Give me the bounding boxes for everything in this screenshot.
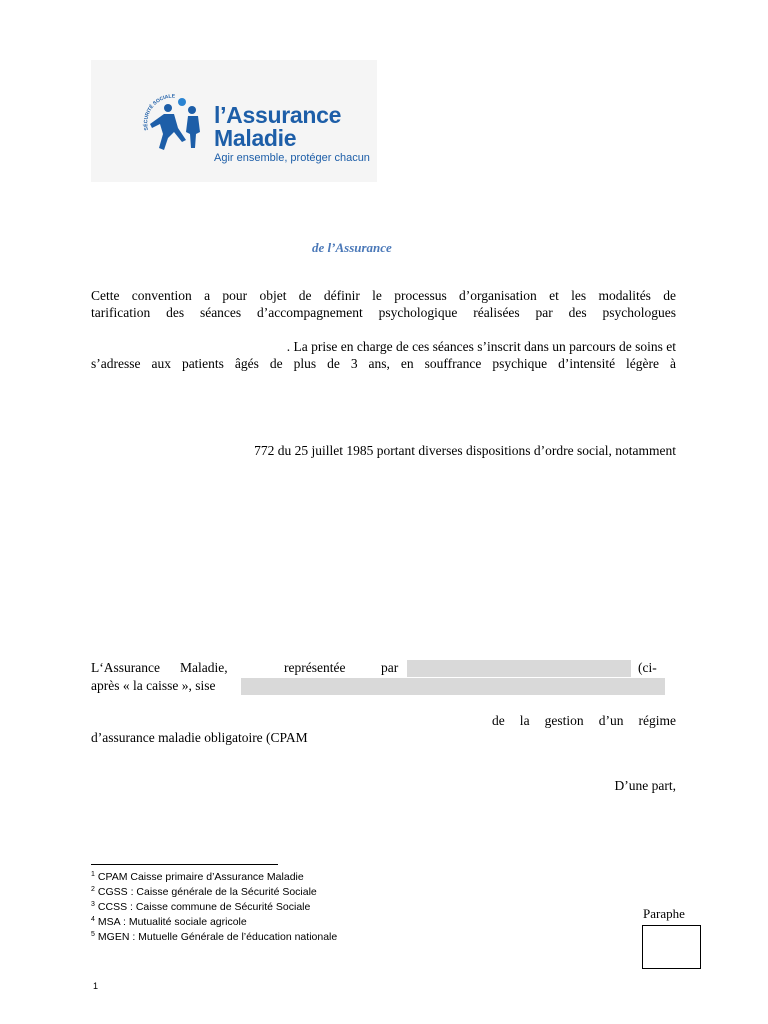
page-number: 1 [93, 981, 99, 991]
redacted-representative [407, 660, 631, 677]
party-word-representee: représentée [284, 660, 346, 675]
party-word-par: par [381, 660, 399, 675]
footnote-4: $^4$ MSA : Mutualité sociale agricole [91, 916, 247, 928]
logo-title-line2: Maladie [214, 125, 297, 151]
para2-line1: 772 du 25 juillet 1985 portant diverses dispositions d’ordre social, notamment [254, 443, 676, 458]
footnote-separator [91, 864, 278, 865]
footnote-3: $^3$ CCSS : Caisse commune de Sécurité Sociale [91, 901, 311, 913]
para1-line2: tarification des séances d’accompagnement psychologique réalisées par des psychologues [91, 305, 676, 320]
party-line4: d’assurance maladie obligatoire (CPAM [91, 730, 308, 745]
document-heading: de l’Assurance [312, 240, 392, 255]
footnote-2: $^2$ CGSS : Caisse générale de la Sécurité Sociale [91, 886, 317, 898]
assurance-maladie-logo-icon [140, 88, 212, 165]
para1-line1: Cette convention a pour objet de définir le processus d’organisation et les modalités de [91, 288, 676, 303]
closing-text: D’une part, [614, 778, 676, 793]
redacted-address [241, 678, 665, 695]
footnote-1: $^1$ CPAM Caisse primaire d’Assurance Maladie [91, 871, 304, 883]
party-line2-start: après « la caisse », sise [91, 678, 216, 693]
party-word-maladie: Maladie, [180, 660, 228, 675]
party-word-assurance: L‘Assurance [91, 660, 160, 675]
logo-wordmark [214, 104, 341, 150]
paraphe-box[interactable] [642, 925, 701, 969]
paraphe-label: Paraphe [643, 906, 685, 921]
para1-line4: s’adresse aux patients âgés de plus de 3 ans, en souffrance psychique d’intensité légère à [91, 356, 676, 371]
logo-tagline: Agir ensemble, protéger chacun [214, 152, 370, 164]
footnote-5: $^5$ MGEN : Mutuelle Générale de l’éducation nationale [91, 931, 338, 943]
svg-text:SÉCURITÉ SOCIALE: SÉCURITÉ SOCIALE [143, 93, 176, 131]
party-word-ci: (ci- [638, 660, 657, 675]
party-line3: de la gestion d’un régime [492, 713, 676, 728]
para1-line3: . La prise en charge de ces séances s’inscrit dans un parcours de soins et [286, 339, 676, 354]
logo-title-line1: l’Assurance [214, 102, 342, 128]
